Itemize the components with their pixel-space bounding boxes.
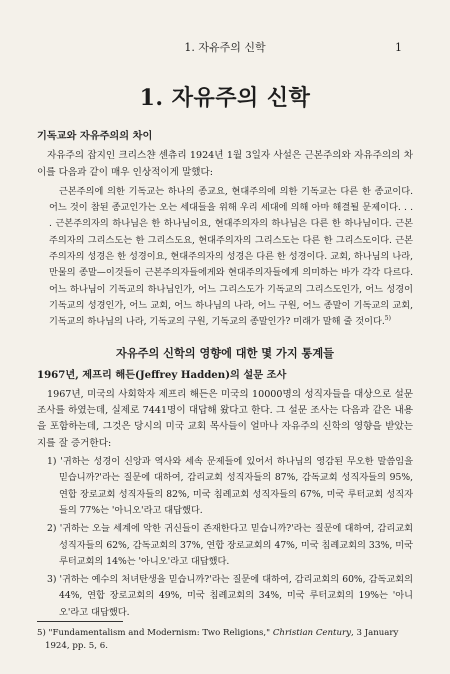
paragraph: 자유주의 잡지인 크리스챤 센츄리 1924년 1월 3일자 사설은 근본주의와 자유주의의 차이를 다음과 같이 매우 인상적이게 말했다: xyxy=(37,150,413,178)
page-number: 1 xyxy=(395,41,402,54)
footnote-divider xyxy=(37,621,123,622)
block-quote xyxy=(49,184,413,331)
section-heading: 자유주의 신학의 영향에 대한 몇 가지 통계들 xyxy=(116,345,334,360)
quote-text: 근본주의에 의한 기독교는 하나의 종교요, 현대주의에 의한 기독교는 다른 한 종교이다. 어느 것이 참된 종교인가는 오는 세대들을 위해 우리 세대에 의해 아마 해결될 문제이다. . . . 근본주의자의 하나님은 한 하나님이요, 현대주의자의 하나님은 다른 한 하나님이다. 근본주의자의 그리스도는 한 그리스도요, 현대주의자의 그리스도는 다른 한 그리스도이다. 근본주의자의 성경은 한 성경이요, 현대주의자의 성경은 다른 한 성경이다. 교회, 하나님의 나라, 만물의 종말—이것들이 근본주의자들에게와 현대주의자들에게 의미하는 바가 각각 다르다. 어느 하나님이 기독교의 하나님인가, 어느 그리스도가 기독교의 그리스도인가, 어느 성경이 기독교의 성경인가, 어느 교회, 어느 하나님의 나라, 어느 구원, 어느 종말이 기독교의 교회, 기독교의 하나님의 나라, 기독교의 구원, 기독교의 종말인가? 미래가 말해 줄 것이다. xyxy=(49,185,413,328)
chapter-title: 1. 자유주의 신학 xyxy=(139,85,311,111)
footnote-text: 5) "Fundamentalism and Modernism: Two Religions," xyxy=(37,628,273,638)
footnote-text-end: , 3 January 1924, pp. 5, 6. xyxy=(45,628,399,651)
paragraph: 1967년, 미국의 사회학자 제프리 해든은 미국의 10000명의 성직자들을 대상으로 설문 조사를 하였는데, 실제로 7441명이 대답해 왔다고 한다. 그 설문 조사는 다음과 같은 내용을 포함하는데, 그것은 당시의 미국 교회 목사들이 얼마나 자유주의 신학의 영향을 받았는지를 잘 증거한다: xyxy=(37,388,413,449)
list-item: 2) '귀하는 오늘 세계에 악한 귀신들이 존재한다고 믿습니까?'라는 질문에 대하여, 감리교회 성직자들의 62%, 감독교회의 37%, 연합 장로교회의 47%, 미국 침례교회의 33%, 미국 루터교회의 14%는 '아니오'라고 대답했다. xyxy=(47,523,413,567)
running-head-title: 1. 자유주의 신학 xyxy=(184,41,266,54)
subsection-heading: 1967년, 제프리 해든(Jeffrey Hadden)의 설문 조사 xyxy=(37,368,287,381)
list-item: 1) '귀하는 성경이 신앙과 역사와 세속 문제들에 있어서 하나님의 영감된 무오한 말씀임을 믿습니까?'라는 질문에 대하여, 감리교회 성직자들의 87%, 감독교회 성직자들의 95%, 연합 장로교회 성직자들의 82%, 미국 침례교회 성직자들의 67%, 미국 루터교회 성직자들의 77%는 '아니오'라고 대답했다. xyxy=(47,456,413,516)
main-content xyxy=(37,128,413,621)
section-heading: 기독교와 자유주의의 차이 xyxy=(37,130,153,142)
running-head xyxy=(0,40,450,56)
list-item: 3) '귀하는 예수의 처녀탄생을 믿습니까?'라는 질문에 대하여, 감리교회의 60%, 감독교회의 44%, 연합 장로교회의 49%, 미국 침례교회의 34%, 미국 루터교회의 19%는 '아니오'라고 대답했다. xyxy=(47,574,413,618)
footnote-ref: 5) xyxy=(384,315,391,323)
footnote xyxy=(37,627,421,653)
footnote-journal: Christian Century xyxy=(272,628,351,638)
